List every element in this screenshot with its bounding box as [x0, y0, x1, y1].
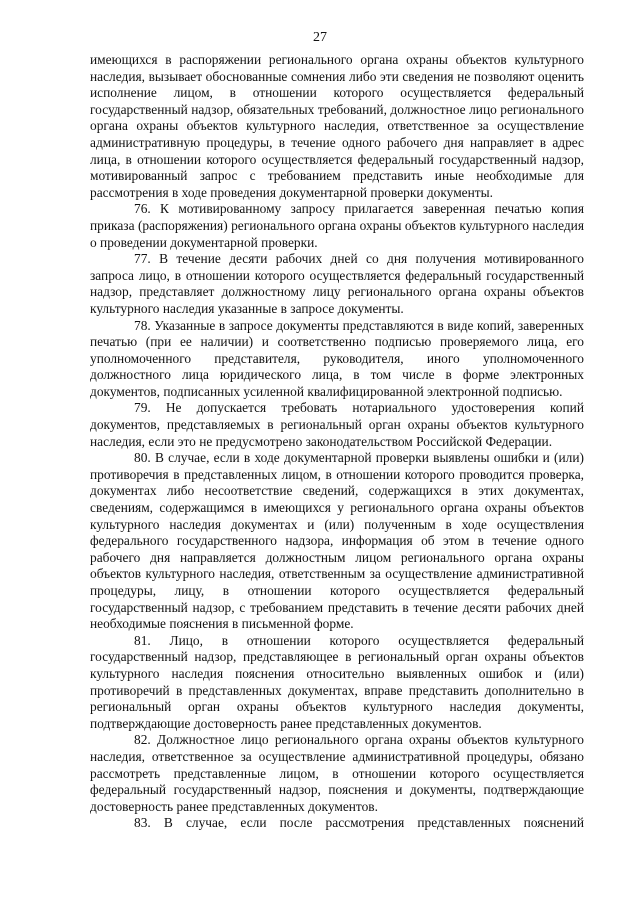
- document-body: [90, 52, 584, 832]
- paragraph-78: 78. Указанные в запросе документы представляются в виде копий, заверенных печатью (при ее наличии) и соответственно подписью проверяемого лица, его уполномоченного представителя, руководителя, иного уполномоченного должностного лица юридического лица, в том числе в форме электронных документов, подписанных усиленной квалифицированной электронной подписью.: [90, 317, 584, 399]
- paragraph-77: 77. В течение десяти рабочих дней со дня получения мотивированного запроса лицо, в отношении которого осуществляется федеральный государственный надзор, представляет должностному лицу регионального органа охраны объектов культурного наследия указанные в запросе документы.: [90, 251, 584, 316]
- paragraph-82: 82. Должностное лицо регионального органа охраны объектов культурного наследия, ответственное за осуществление административной процедуры, обязано рассмотреть представленные лицом, в отношении которого осуществляется федеральный государственный надзор, пояснения и документы, подтверждающие достоверность ранее представленных документов.: [90, 732, 584, 814]
- paragraph-81: 81. Лицо, в отношении которого осуществляется федеральный государственный надзор, представляющее в региональный орган охраны объектов культурного наследия пояснения относительно выявленных ошибок и (или) противоречий в представленных документах, вправе представить дополнительно в региональный орган охраны объектов культурного наследия документы, подтверждающие достоверность ранее представленных документов.: [90, 632, 584, 731]
- paragraph-76: 76. К мотивированному запросу прилагается заверенная печатью копия приказа (распоряжения) регионального органа охраны объектов культурного наследия о проведении документарной проверки.: [90, 201, 584, 250]
- paragraph-83: 83. В случае, если после рассмотрения представленных пояснений: [134, 815, 584, 831]
- paragraph-continued: имеющихся в распоряжении регионального органа охраны объектов культурного наследия, вызывает обоснованные сомнения либо эти сведения не позволяют оценить исполнение лицом, в отношении которого осуществляется федеральный государственный надзор, обязательных требований, должностное лицо регионального органа охраны объектов культурного наследия, ответственное за осуществление административную процедуры, в течение одного рабочего дня направляет в адрес лица, в отношении которого осуществляется федеральный государственный надзор, мотивированный запрос с требованием представить иные необходимые для рассмотрения в ходе проведения документарной проверки документы.: [90, 52, 584, 200]
- paragraph-79: 79. Не допускается требовать нотариального удостоверения копий документов, представляемых в региональный орган охраны объектов культурного наследия, если это не предусмотрено законодательством Российской Федерации.: [90, 400, 584, 449]
- page-number: 27: [313, 30, 327, 45]
- paragraph-80: 80. В случае, если в ходе документарной проверки выявлены ошибки и (или) противоречия в представленных лицом, в отношении которого проводится проверка, документах либо несоответствие сведений, содержащихся в этих документах, сведениям, содержащимся в имеющихся у регионального органа охраны объектов культурного наследия документах и (или) полученным в ходе осуществления федерального государственного надзора, информация об этом в течение одного рабочего дня направляется должностным лицом регионального органа охраны объектов культурного наследия, ответственным за осуществление административной процедуры, лицу, в отношении которого осуществляется федеральный государственный надзор, с требованием представить в течение десяти рабочих дней необходимые пояснения в письменной форме.: [90, 450, 584, 632]
